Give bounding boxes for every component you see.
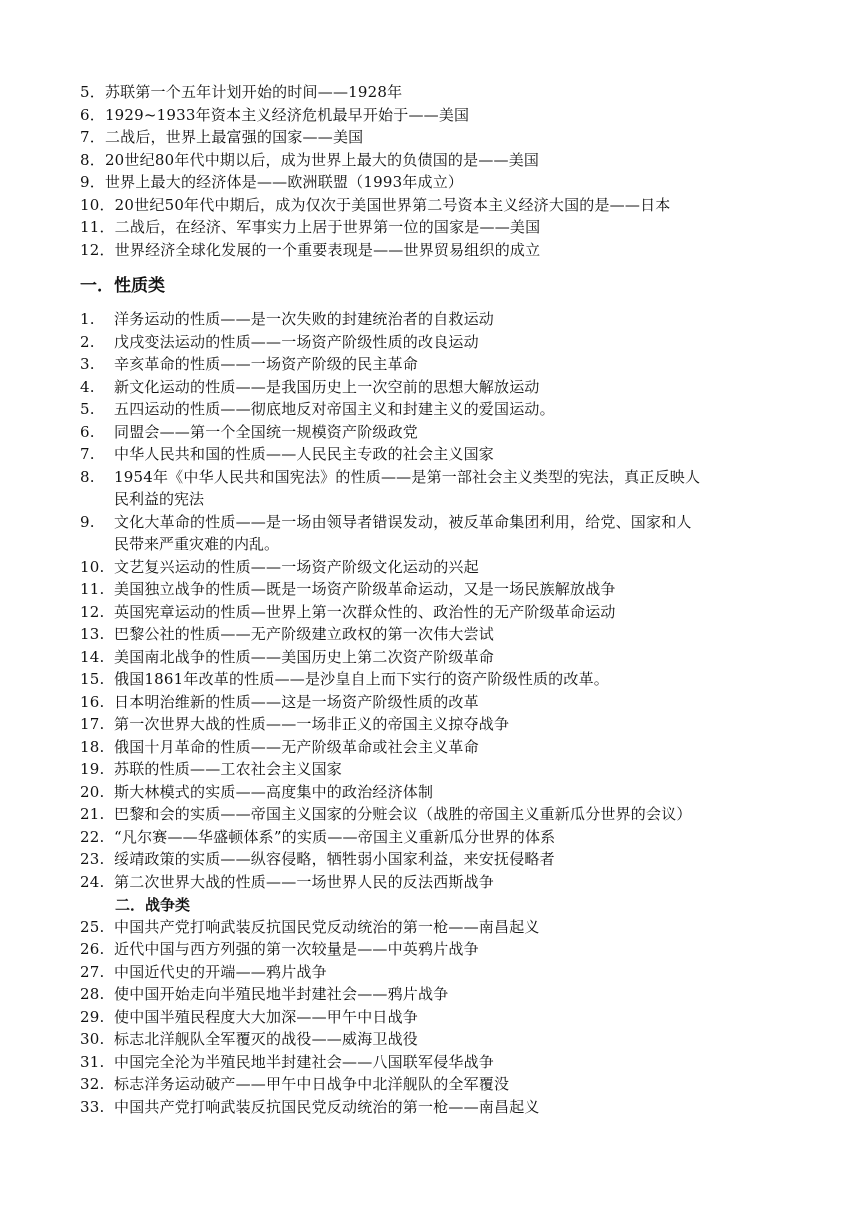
list-item xyxy=(80,1073,509,1095)
section-title-nature: 一．性质类 xyxy=(80,276,165,296)
item-text: 同盟会——第一个全国统一规模资产阶级政党 xyxy=(114,422,419,441)
list-item xyxy=(80,1096,540,1118)
list-item xyxy=(80,308,494,330)
list-item xyxy=(80,601,616,623)
item-number: 18. xyxy=(80,737,105,756)
list-item xyxy=(80,961,327,983)
item-text: 五四运动的性质——彻底地反对帝国主义和封建主义的爱国运动。 xyxy=(114,400,555,418)
intro-item: 12．世界经济全球化发展的一个重要表现是——世界贸易组织的成立 xyxy=(80,240,541,259)
item-number: 12. xyxy=(80,602,105,621)
intro-item: 6．1929~1933年资本主义经济危机最早开始于——美国 xyxy=(80,105,470,124)
item-text: 美国独立战争的性质—既是一场资产阶级革命运动，又是一场民族解放战争 xyxy=(114,580,616,598)
intro-item: 10．20世纪50年代中期后，成为仅次于美国世界第二号资本主义经济大国的是——日本 xyxy=(80,195,671,214)
list-item xyxy=(80,421,418,443)
list-item xyxy=(80,578,616,600)
item-number: 16. xyxy=(80,692,105,711)
item-number: 24. xyxy=(80,872,105,891)
item-text: 第二次世界大战的性质——一场世界人民的反法西斯战争 xyxy=(114,872,495,891)
list-item xyxy=(80,353,418,375)
item-number: 9. xyxy=(80,512,95,531)
list-item xyxy=(80,781,433,803)
item-text: 使中国开始走向半殖民地半封建社会——鸦片战争 xyxy=(114,985,449,1003)
list-item xyxy=(80,556,479,578)
list-item xyxy=(80,983,448,1005)
item-text: 斯大林模式的实质——高度集中的政治经济体制 xyxy=(114,782,434,801)
item-text: 绥靖政策的实质——纵容侵略，牺牲弱小国家利益，来安抚侵略者 xyxy=(114,850,555,868)
item-text: 美国南北战争的性质——美国历史上第二次资产阶级革命 xyxy=(114,647,495,666)
list-item xyxy=(80,646,494,668)
item-text: 巴黎和会的实质——帝国主义国家的分赃会议（战胜的帝国主义重新瓜分世界的会议） xyxy=(114,805,692,823)
item-number: 22. xyxy=(80,827,105,846)
intro-item: 8．20世纪80年代中期以后，成为世界上最大的负债国的是——美国 xyxy=(80,150,540,169)
item-text: 使中国半殖民程度大大加深——甲午中日战争 xyxy=(114,1007,419,1026)
item-number: 3. xyxy=(80,355,95,373)
item-text: 洋务运动的性质——是一次失败的封建统治者的自救运动 xyxy=(114,310,495,328)
item-number: 32. xyxy=(80,1075,105,1093)
item-text: 近代中国与西方列强的第一次较量是——中英鸦片战争 xyxy=(114,940,479,958)
section-title-war: 二．战争类 xyxy=(115,896,191,914)
item-text: 日本明治维新的性质——这是一场资产阶级性质的改革 xyxy=(114,692,479,711)
item-number: 25. xyxy=(80,917,105,936)
item-number: 14. xyxy=(80,647,105,666)
item-number: 26. xyxy=(80,940,105,958)
item-text: 文化大革命的性质——是一场由领导者错误发动，被反革命集团利用，给党、国家和人 xyxy=(114,512,692,531)
item-text: 中国共产党打响武装反抗国民党反动统治的第一枪——南昌起义 xyxy=(114,1097,540,1116)
item-number: 11. xyxy=(80,580,105,598)
list-item xyxy=(80,691,479,713)
item-text: 标志洋务运动破产——甲午中日战争中北洋舰队的全军覆没 xyxy=(114,1075,510,1093)
item-text: 文艺复兴运动的性质——一场资产阶级文化运动的兴起 xyxy=(114,557,479,576)
item-number: 1. xyxy=(80,310,95,328)
list-item xyxy=(80,713,509,735)
item-text: 俄国十月革命的性质——无产阶级革命或社会主义革命 xyxy=(114,737,479,756)
item-number: 5. xyxy=(80,400,95,418)
item-text: 苏联的性质——工农社会主义国家 xyxy=(114,760,343,778)
item-number: 27. xyxy=(80,962,105,981)
item-text: 俄国1861年改革的性质——是沙皇自上而下实行的资产阶级性质的改革。 xyxy=(114,670,609,688)
list-item xyxy=(80,916,540,938)
list-item xyxy=(80,511,692,533)
list-item xyxy=(80,443,494,465)
list-item xyxy=(80,848,555,870)
item-text: 新文化运动的性质——是我国历史上一次空前的思想大解放运动 xyxy=(114,377,540,396)
item-number: 13. xyxy=(80,625,105,643)
list-item xyxy=(80,1051,494,1073)
item-text: 巴黎公社的性质——无产阶级建立政权的第一次伟大尝试 xyxy=(114,625,495,643)
list-item xyxy=(80,871,494,893)
item-text: 中国近代史的开端——鸦片战争 xyxy=(114,962,327,981)
list-item xyxy=(80,1028,418,1050)
item-number: 31. xyxy=(80,1052,105,1071)
item-number: 33. xyxy=(80,1097,105,1116)
item-number: 8. xyxy=(80,467,95,486)
item-number: 7. xyxy=(80,445,95,463)
list-item xyxy=(80,938,479,960)
item-text: 中国共产党打响武装反抗国民党反动统治的第一枪——南昌起义 xyxy=(114,917,540,936)
list-item xyxy=(80,623,494,645)
item-number: 19. xyxy=(80,760,105,778)
item-number: 28. xyxy=(80,985,105,1003)
item-number: 30. xyxy=(80,1030,105,1048)
item-number: 23. xyxy=(80,850,105,868)
list-item xyxy=(80,736,479,758)
item-text: 第一次世界大战的性质——一场非正义的帝国主义掠夺战争 xyxy=(114,715,510,733)
list-item xyxy=(80,668,609,690)
list-item xyxy=(80,826,555,848)
intro-item: 7．二战后，世界上最富强的国家——美国 xyxy=(80,128,364,146)
item-text: “凡尔赛——华盛顿体系”的实质——帝国主义重新瓜分世界的体系 xyxy=(114,827,556,846)
item-text: 辛亥革命的性质——一场资产阶级的民主革命 xyxy=(114,355,419,373)
item-text: 中华人民共和国的性质——人民民主专政的社会主义国家 xyxy=(114,445,495,463)
item-text: 中国完全沦为半殖民地半封建社会——八国联军侵华战争 xyxy=(114,1052,495,1071)
item-text-continuation: 民带来严重灾难的内乱。 xyxy=(114,535,280,553)
list-item xyxy=(80,803,692,825)
item-number: 4. xyxy=(80,377,95,396)
item-text: 戊戌变法运动的性质——一场资产阶级性质的改良运动 xyxy=(114,332,479,351)
item-text: 英国宪章运动的性质—世界上第一次群众性的、政治性的无产阶级革命运动 xyxy=(114,602,616,621)
intro-item: 5．苏联第一个五年计划开始的时间——1928年 xyxy=(80,83,403,101)
list-item xyxy=(80,1006,418,1028)
item-number: 6. xyxy=(80,422,95,441)
list-item xyxy=(80,758,342,780)
item-number: 15. xyxy=(80,670,105,688)
item-number: 10. xyxy=(80,557,105,576)
item-text: 1954年《中华人民共和国宪法》的性质——是第一部社会主义类型的宪法，真正反映人 xyxy=(114,467,701,486)
intro-item: 9．世界上最大的经济体是——欧洲联盟（1993年成立） xyxy=(80,173,464,191)
item-number: 21. xyxy=(80,805,105,823)
item-text-continuation: 民利益的宪法 xyxy=(114,490,205,508)
item-number: 17. xyxy=(80,715,105,733)
list-item xyxy=(80,398,555,420)
list-item xyxy=(80,466,700,488)
intro-item: 11．二战后，在经济、军事实力上居于世界第一位的国家是——美国 xyxy=(80,218,541,236)
item-number: 20. xyxy=(80,782,105,801)
item-number: 2. xyxy=(80,332,95,351)
item-number: 29. xyxy=(80,1007,105,1026)
list-item xyxy=(80,376,540,398)
item-text: 标志北洋舰队全军覆灭的战役——威海卫战役 xyxy=(114,1030,419,1048)
list-item xyxy=(80,331,479,353)
